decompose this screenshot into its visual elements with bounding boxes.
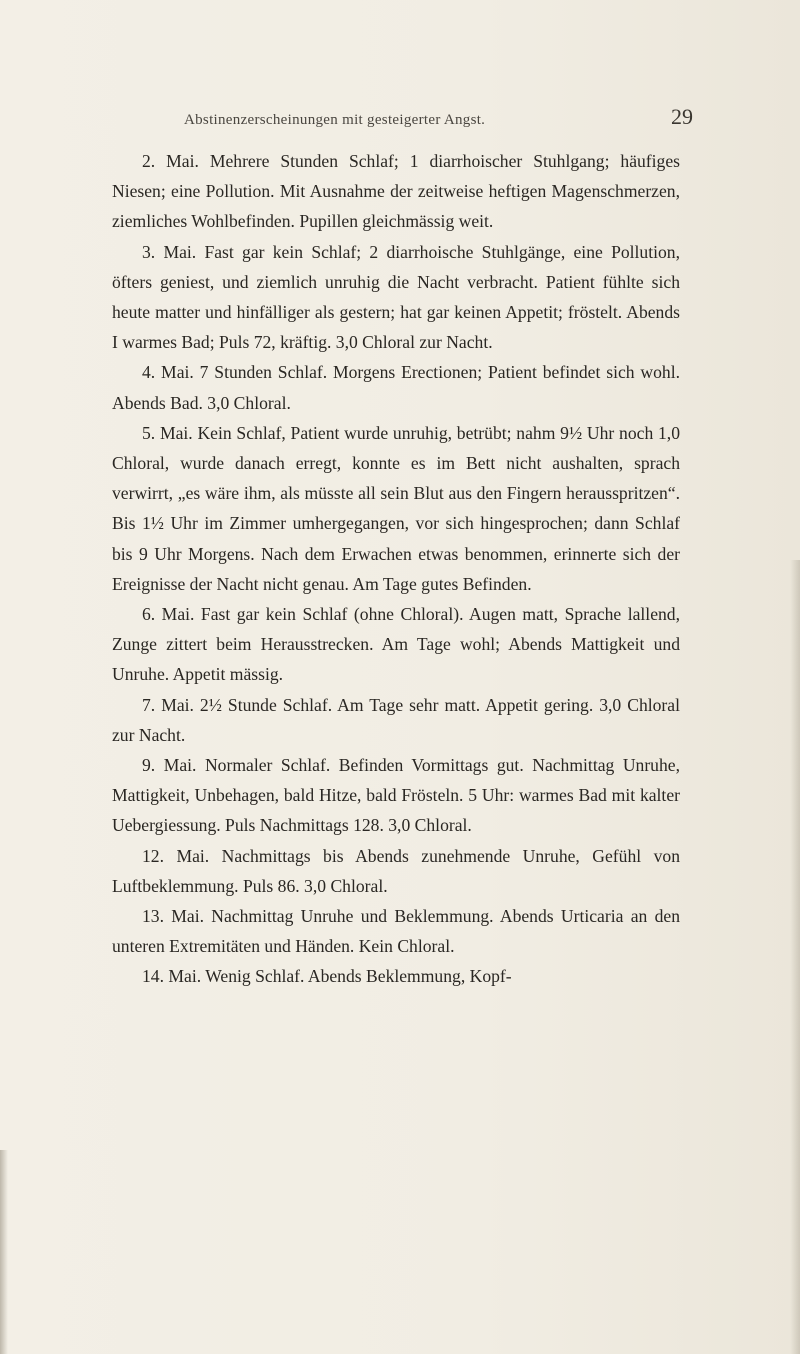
entry-paragraph: 6. Mai. Fast gar kein Schlaf (ohne Chloral). Augen matt, Sprache lallend, Zunge zittert beim Herausstrecken. Am Tage wohl; Abends Mattigkeit und Unruhe. Appetit mässig. — [112, 604, 680, 685]
running-title: Abstinenzerscheinungen mit gesteigerter Angst. — [184, 112, 486, 128]
page-number: 29 — [671, 104, 693, 129]
body-text — [112, 146, 680, 992]
page-edge-shadow — [0, 1150, 8, 1354]
page-edge-shadow — [790, 560, 800, 1354]
entry-paragraph: 7. Mai. 2½ Stunde Schlaf. Am Tage sehr matt. Appetit gering. 3,0 Chloral zur Nacht. — [112, 694, 680, 745]
entry-paragraph: 3. Mai. Fast gar kein Schlaf; 2 diarrhoische Stuhlgänge, eine Pollution, öfters geniest, und ziemlich unruhig die Nacht verbracht. Patient fühlte sich heute matter und hinfälliger als gestern; hat gar keinen Appetit; fröstelt. Abends I warmes Bad; Puls 72, kräftig. 3,0 Chloral zur Nacht. — [112, 241, 680, 353]
entry-paragraph: 14. Mai. Wenig Schlaf. Abends Beklemmung, Kopf- — [142, 966, 512, 987]
entry-paragraph: 12. Mai. Nachmittags bis Abends zunehmende Unruhe, Gefühl von Luftbeklemmung. Puls 86. 3,0 Chloral. — [112, 845, 680, 896]
entry-paragraph: 13. Mai. Nachmittag Unruhe und Beklemmung. Abends Urticaria an den unteren Extremitäten und Händen. Kein Chloral. — [112, 906, 680, 957]
entry-paragraph: 4. Mai. 7 Stunden Schlaf. Morgens Erectionen; Patient befindet sich wohl. Abends Bad. 3,0 Chloral. — [112, 362, 680, 413]
entry-paragraph: 2. Mai. Mehrere Stunden Schlaf; 1 diarrhoischer Stuhlgang; häufiges Niesen; eine Pollution. Mit Ausnahme der zeitweise heftigen Magenschmerzen, ziemliches Wohlbefinden. Pupillen gleichmässig weit. — [112, 151, 680, 232]
entry-paragraph: 5. Mai. Kein Schlaf, Patient wurde unruhig, betrübt; nahm 9½ Uhr noch 1,0 Chloral, wurde danach erregt, konnte es im Bett nicht aushalten, sprach verwirrt, „es wäre ihm, als müsste all sein Blut aus den Fingern herausspritzen“. Bis 1½ Uhr im Zimmer umhergegangen, vor sich hingesprochen; dann Schlaf bis 9 Uhr Morgens. Nach dem Erwachen etwas benommen, erinnerte sich der Ereignisse der Nacht nicht genau. Am Tage gutes Befinden. — [112, 422, 680, 594]
entry-paragraph: 9. Mai. Normaler Schlaf. Befinden Vormittags gut. Nachmittag Unruhe, Mattigkeit, Unbehagen, bald Hitze, bald Frösteln. 5 Uhr: warmes Bad mit kalter Uebergiessung. Puls Nachmittags 128. 3,0 Chloral. — [112, 755, 680, 836]
